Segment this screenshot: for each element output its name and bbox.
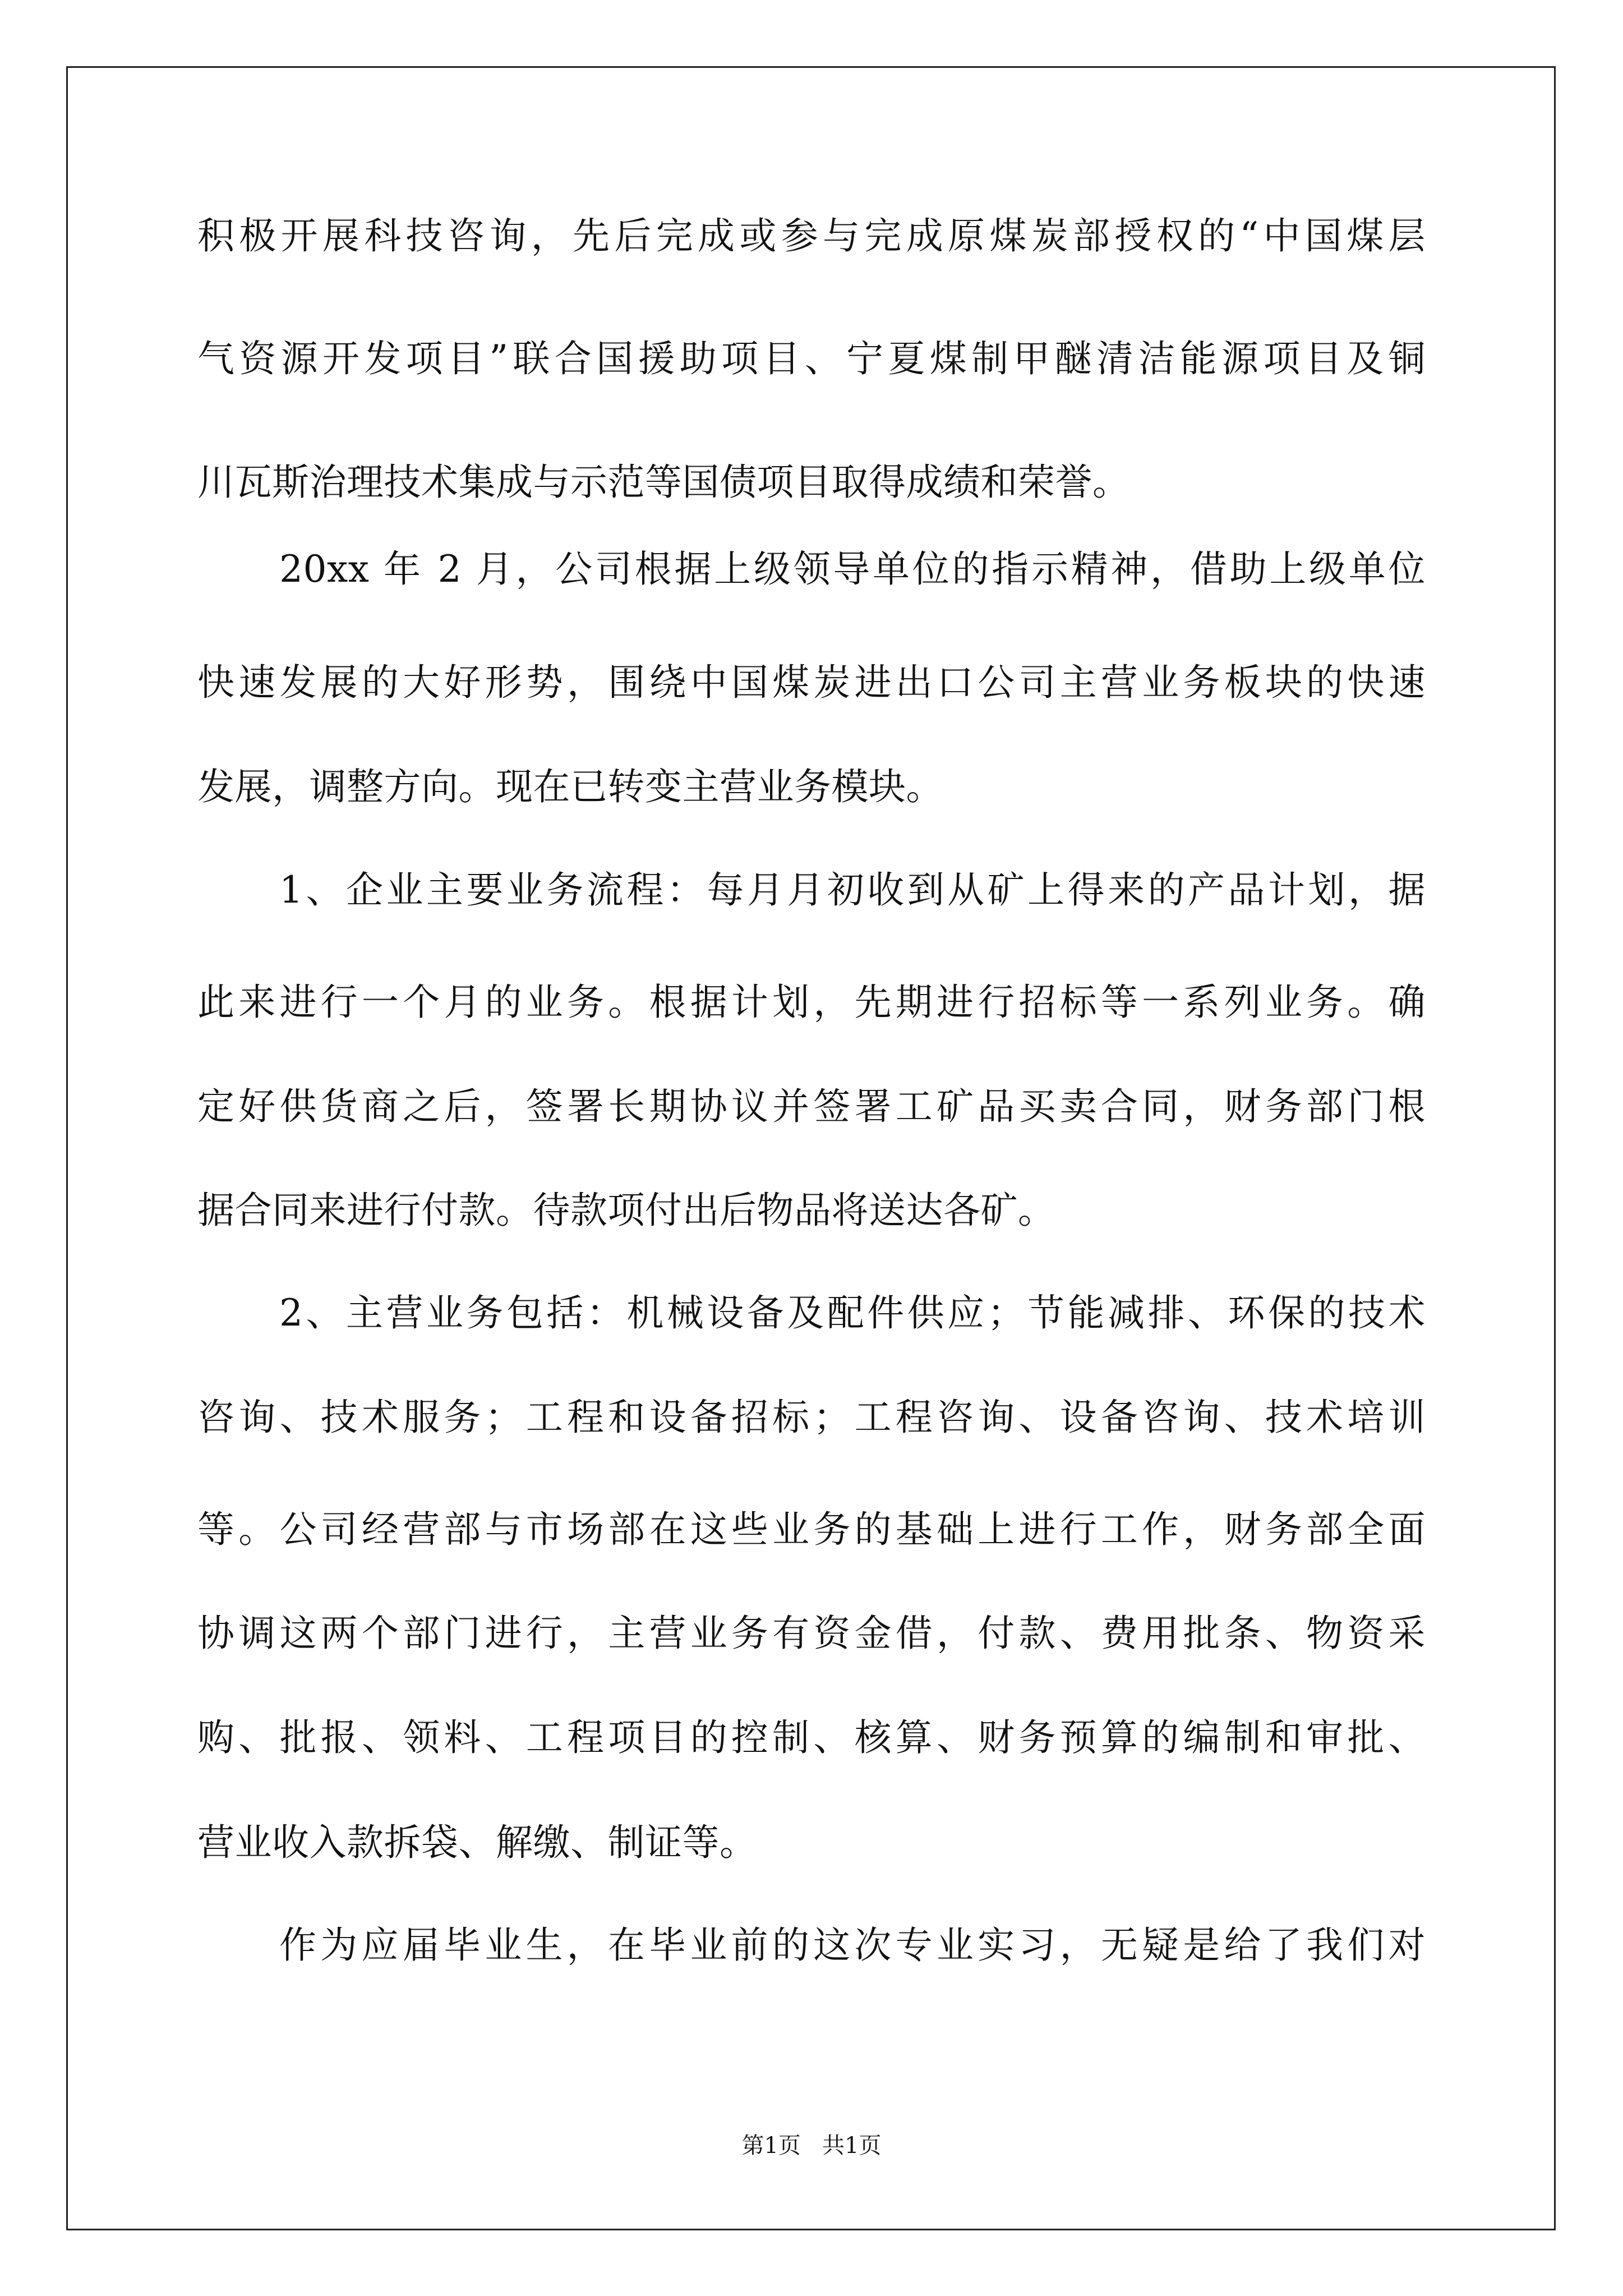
text-line: 积极开展科技咨询，先后完成或参与完成原煤炭部授权的“中国煤层 — [197, 214, 1426, 257]
text-line: 快速发展的大好形势，围绕中国煤炭进出口公司主营业务板块的快速 — [197, 661, 1426, 704]
text-line: 据合同来进行付款。待款项付出后物品将送达各矿。 — [197, 1189, 1055, 1232]
page-number: 第1页 共1页 — [741, 2133, 882, 2159]
text-line: 等。公司经营部与市场部在这些业务的基础上进行工作，财务部全面 — [197, 1508, 1426, 1551]
text-line: 2、主营业务包括：机械设备及配件供应；节能减排、环保的技术 — [279, 1291, 1426, 1335]
text-line: 20xx 年 2 月，公司根据上级领导单位的指示精神，借助上级单位 — [279, 547, 1426, 591]
text-line: 定好供货商之后，签署长期协议并签署工矿品买卖合同，财务部门根 — [197, 1085, 1426, 1128]
text-line: 此来进行一个月的业务。根据计划，先期进行招标等一系列业务。确 — [197, 981, 1426, 1024]
text-line: 营业收入款拆袋、解缴、制证等。 — [197, 1821, 757, 1864]
text-line: 咨询、技术服务；工程和设备招标；工程咨询、设备咨询、技术培训 — [197, 1396, 1426, 1439]
text-line: 1、企业主要业务流程：每月月初收到从矿上得来的产品计划，据 — [279, 868, 1426, 912]
text-line: 川瓦斯治理技术集成与示范等国债项目取得成绩和荣誉。 — [197, 461, 1130, 504]
text-line: 协调这两个部门进行，主营业务有资金借，付款、费用批条、物资采 — [197, 1612, 1426, 1655]
text-line: 作为应届毕业生，在毕业前的这次专业实习，无疑是给了我们对 — [279, 1924, 1426, 1967]
text-line: 发展，调整方向。现在已转变主营业务模块。 — [197, 765, 943, 808]
text-line: 购、批报、领料、工程项目的控制、核算、财务预算的编制和审批、 — [197, 1716, 1426, 1759]
document-body — [197, 0, 1426, 2296]
text-line: 气资源开发项目”联合国援助项目、宁夏煤制甲醚清洁能源项目及铜 — [197, 337, 1426, 380]
